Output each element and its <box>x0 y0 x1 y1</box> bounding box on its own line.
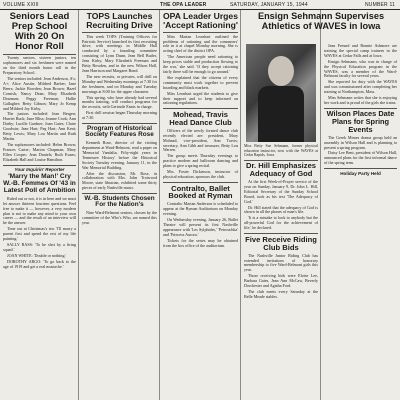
column-1 <box>3 12 76 400</box>
paragraph: The group meets Thursday evenings to practice modern and ballroom dancing and plans to give a spring recital. <box>163 153 238 169</box>
divider <box>324 108 397 109</box>
paragraph: This week TOPS (Training Officers for Patriotic Service) launched its first recruiting drive, with meetings in Middle Hall conducted by a founding committee consisting of Lynn Dunn, Jean Bell Butler, Jean Kirby, Mary Elizabeth Freeman and Betty Bowden, and in the new Wilson Hall, Jean Harrison and Margaret Bond. <box>82 33 157 73</box>
divider <box>324 168 397 169</box>
paragraph: Twenty seniors, sixteen juniors, ten sophomores and six freshmen were named on the third month honor roll in the Preparatory School. <box>3 55 76 76</box>
paragraph: Those receiving bids were Eloise Lee, Barbara Gates, Jean Ann McCaw, Beverly Dorchester and Agatha Ford. <box>244 273 318 289</box>
paragraph: Miss Marian Leonhart outlined the problems of rationing and the consumers' role in it at chapel Monday morning. She is acting chief of the district OPA. <box>163 33 238 54</box>
paragraph: She reported for duty with the WAVES and was commissioned after completing her training at Northampton, Mass. <box>324 79 397 95</box>
divider <box>163 182 238 183</box>
paragraph: This spring, who have already had several months training, will conduct programs for the recruits, with Gertrude Ennis in charge. <box>82 94 157 110</box>
paragraph: Time out at Christmas's tea: 'I'll marry a parent first and spend the rest of my life painting.' <box>3 226 76 242</box>
paragraph: DOROTHY ARGO: 'To go back to the age of 1919 and get a real mustache.' <box>3 258 76 269</box>
photo-caption: Miss Betty Sue Sehmann, former physical education instructor, now with the WAVES at Cedar Rapids, Iowa. <box>244 144 318 157</box>
headline-honor-roll: Seniors Lead Prep School With 20 On Honor Roll <box>9 12 70 52</box>
divider <box>163 32 238 33</box>
paragraph: The club meets every Saturday at the Belle Meade stables. <box>244 288 318 299</box>
divider <box>3 165 76 166</box>
paragraph: Kenneth Rose, director of the visiting department at Ward-Belmont, read a paper on 'Memorial Vandalia, Fifty-eight years in Tennessee History' before the Historical Society Tuesday evening, January 11, in the War Memorial Building. <box>82 140 157 170</box>
paragraph: 'It is a mistake to look to anybody but the all-powerful God for the achievement of life,' he declared. <box>244 215 318 231</box>
divider <box>3 54 76 55</box>
masthead-rule <box>0 9 400 10</box>
article-poll <box>3 197 76 270</box>
headline-tops: TOPS Launches Recruiting Drive <box>86 12 153 31</box>
column-5 <box>324 44 397 400</box>
paragraph: Ruled out or not, it is in here and we must let answer thirteen fourteen questions. Feel free to make it — however, a very modern plan is not to make any mind to your own career — and the result of an interview will be the answer. <box>3 195 76 226</box>
headline-contralto-ballet: Contralto, Ballet Booked at Ryman <box>168 183 233 201</box>
paragraph: The Greek Mimes drama group held an assembly in Wilson Hall and is planning to present a spring program. <box>324 134 397 150</box>
paragraph: The juniors included: Jean Bergen; Harriet Buck; June Bliss; Jeanne Cook; Ann Darby; Lucille Gardner; Joan Gates; Claire Goodwin; Jean Hart; Peg Hart; Ann Kent; Betty Lewis; Mary Lou Martin and Ruth Martin. <box>3 111 76 141</box>
paragraph: SALLY BASS: 'To be shot by a firing squad.' <box>3 242 76 252</box>
divider <box>82 193 157 194</box>
article-historical-society <box>82 141 157 191</box>
article-who-s-who <box>82 211 157 226</box>
paragraph: Ensign Sehmann, who was in charge of the Physical Education program in the WAVES, was a member of the Ward-Belmont faculty for several years. <box>324 58 397 79</box>
column-2 <box>82 12 157 400</box>
headline-dr-hill: Dr. Hill Emphasizes Adequacy of God <box>245 161 317 179</box>
column-rule-3 <box>240 10 241 400</box>
headline-historical-society: Program of Historical Society Features Rose <box>85 124 154 139</box>
headline-inquirin-reporter: Your Inquirin' Reporter <box>14 167 65 173</box>
article-contralto-ballet <box>163 202 238 248</box>
paragraph: Tickets for the series may be obtained from the box office of the auditorium. <box>163 237 238 248</box>
article-tops <box>82 35 157 121</box>
paragraph: She explained that the citizens of every community must work together to prevent hoarding and black markets. <box>163 74 238 90</box>
volume-label: VOLUME XXIII <box>3 2 39 8</box>
headline-marry-the-man: 'Marry the Man!' Cry W.-B. Femmes Of '43 in Latest Poll of Ambition <box>3 173 76 194</box>
article-honor-roll <box>3 56 76 162</box>
paragraph: JOAN WHITE: 'Double or nothing.' <box>7 252 67 258</box>
paragraph: Miss Sehmann writes that she is enjoying her work and is proud of the girls she trains. <box>324 95 397 105</box>
divider <box>163 108 238 109</box>
paragraph: The Nashville Junior Riding Club has extended invitations of honorary membership to five Ward-Belmont girls this year. <box>244 252 318 273</box>
headline-holiday-party: Holiday Party Held <box>340 170 381 176</box>
column-rule-1 <box>78 10 79 400</box>
article-wilson-plans <box>324 136 397 166</box>
paper-title: THE OPA LEADER <box>160 2 207 8</box>
article-riding-club <box>244 254 318 300</box>
paragraph: At the first Week-of-Prayer service of the year on Sunday, January 9, Dr. John L. Hill, Editorial Secretary of the Sunday School Board, took as his text 'The Adequacy of God.' <box>244 179 318 204</box>
paragraph: The sophomores included: Helen Brown; Frances Carter; Marion Chapman; Mary Ellen Cooper; Jean Daniels; Ruth Evans; Elizabeth Hall and Louise Hamilton. <box>3 141 76 162</box>
paragraph: The seniors included: Jean Anderson, A's; A+; Alice Austin; Mildred Barber; Jane Beers; Jackie Bowden; Jean Brown; Hazel Cornish; Nancy Dean; Mary Elizabeth Dearman; Peggy Freeman; Hallie Gallagher; Betty Gibson; Mary Jo Kemp and Mildred Joy Kirby. <box>3 76 76 111</box>
headline-who-s-who: W.-B. Students Chosen For the Nation's <box>84 194 155 209</box>
portrait-photo <box>246 44 316 142</box>
paragraph: Contralto Marian Anderson is scheduled to appear at the Ryman Auditorium on Monday evening. <box>163 201 238 217</box>
column-3 <box>163 12 238 400</box>
headline-dance-club: Mohead, Travis Head Dance Club <box>169 109 232 127</box>
paragraph: Miss Leonhart urged the students to give their support and to keep informed on rationing regulations. <box>163 90 238 106</box>
headline-wilson-plans: Wilson Places Date Plans for Spring Events <box>326 109 395 134</box>
divider <box>82 32 157 33</box>
paragraph: On Wednesday evening, January 26, Ballet Theatre will present its first Nashville appearance with 'Les Sylphides,' 'Petrouchka' and 'Princess Aurora.' <box>163 217 238 237</box>
column-4 <box>244 44 318 400</box>
article-sehmann-continued <box>324 44 397 106</box>
paragraph: Daisy Lee Bent, president of Wilson Hall, announced plans for the first informal dance of the spring term. <box>324 150 397 166</box>
headline-ensign-sehmann: Ensign Sehmann Supervises Athletics of WAVES in Iowa <box>257 12 385 31</box>
paragraph: Mrs. Foster Dickinson, instructor of physical education, sponsors the club. <box>163 169 238 179</box>
paragraph: Dr. Hill stated that the adequacy of God is shown in all the phases of man's life. <box>244 204 318 215</box>
article-dr-hill <box>244 180 318 231</box>
article-dance-club <box>163 129 238 180</box>
paragraph: First drill session began Thursday morning at 7:30. <box>82 110 157 121</box>
paragraph: The new recruits, or privates, will drill on Monday and Wednesday mornings at 7:30 for the freshmen, and on Monday and Tuesday mornings at 8:00 for the upper classmen. <box>82 73 157 94</box>
paragraph: After the discussion, Mr. Rose, in collaboration with Mrs. John Trotwood Moore, state librarian, exhibited some thirty pieces of early Nashville music. <box>82 170 157 191</box>
issue-date: SATURDAY, JANUARY 15, 1944 <box>230 2 308 8</box>
divider <box>82 123 157 124</box>
issue-number: NUMBER 11 <box>365 2 396 8</box>
headline-opa-leader: OPA Leader Urges 'Accept Rationing' <box>163 12 238 31</box>
paragraph: Jean Freund and Bonnie Ashmore are training the special camp trainees in the WAVES at Cedar Falls and at Iowa. <box>324 44 397 58</box>
divider <box>244 233 318 234</box>
photo-face <box>268 56 294 86</box>
headline-banner <box>244 12 398 42</box>
photo-frame <box>244 44 318 144</box>
column-rule-2 <box>159 10 160 400</box>
paragraph: Nine Ward-Belmont seniors, chosen by the committee of the Who's Who, are named this year. <box>82 210 157 225</box>
paragraph: Officers of the newly formed dance club recently elected are: president, Mary Mohead; vice-president, Ann Travis; secretary, Ann Gibb and treasurer, Betty Lou Warren. <box>163 127 238 153</box>
paragraph: 'The American people need rationing to keep prices stable and production flowing to the war,' she said. 'If they accept rationing fairly there will be enough to go around.' <box>163 54 238 74</box>
masthead <box>0 0 400 9</box>
column-rule-4 <box>320 10 321 400</box>
divider <box>244 160 318 161</box>
photo-uniform <box>258 86 304 142</box>
headline-riding-club: Five Receive Riding Club Bids <box>245 234 317 252</box>
article-opa <box>163 35 238 107</box>
